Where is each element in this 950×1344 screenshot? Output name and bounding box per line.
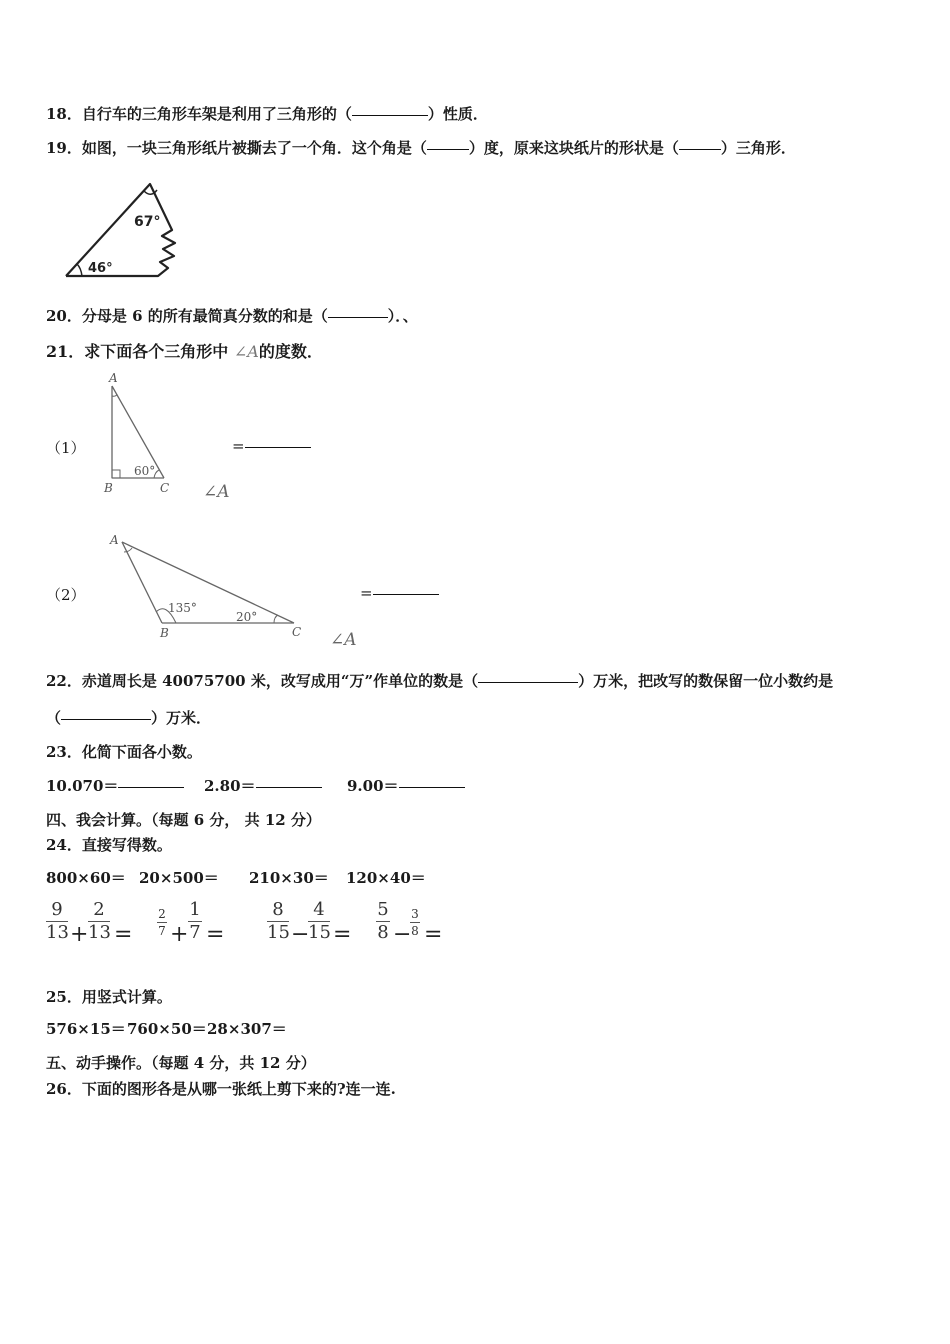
q22-line2-before: （ xyxy=(46,709,62,727)
q21-p2-eq: = xyxy=(360,584,373,602)
q22-line-1 xyxy=(46,670,833,691)
q24-frac-1b xyxy=(88,901,110,942)
q20-line xyxy=(46,305,418,326)
q21-p1-answer xyxy=(232,437,311,455)
q21-p2-answer xyxy=(360,584,439,602)
q23-title: 23．化简下面各小数。 xyxy=(46,743,202,761)
q23-blank-2[interactable] xyxy=(256,786,322,788)
q22-line-2 xyxy=(46,707,211,728)
q24-frac-3-op: − xyxy=(291,922,310,947)
q24-frac-3a-num: 8 xyxy=(272,899,284,920)
q21-p2-angle-a-label: ∠A xyxy=(330,630,357,650)
section4-title: 四、我会计算。（每题 6 分， 共 12 分） xyxy=(46,811,321,829)
q19-part1: 19．如图，一块三角形纸片被撕去了一个角．这个角是（ xyxy=(46,139,427,157)
q24-frac-2b-den: 7 xyxy=(189,922,201,943)
q19-part2: ）度，原来这块纸片的形状是（ xyxy=(468,139,679,157)
q23-blank-3[interactable] xyxy=(399,786,465,788)
q24-frac-2a xyxy=(157,908,167,937)
q18-line xyxy=(46,103,488,124)
q22-line1-before: 22．赤道周长是 40075700 米，改写成用“万”作单位的数是（ xyxy=(46,672,479,690)
q21-p1-triangle-figure xyxy=(100,368,190,498)
q22-blank-2[interactable] xyxy=(61,718,151,720)
q24-frac-2a-num: 2 xyxy=(158,907,166,921)
q21-p1-angle-label: 60° xyxy=(134,464,156,478)
q21-p1-vertex-a: A xyxy=(109,371,118,385)
q19-blank-1[interactable] xyxy=(427,148,469,150)
q21-p2-angle-b-label: 135° xyxy=(168,601,197,615)
q23-item-1-text: 10.070＝ xyxy=(46,777,119,795)
q19-torn-triangle-figure xyxy=(60,178,190,284)
q24-frac-3-eq: = xyxy=(333,922,352,947)
q24-frac-4b-num: 3 xyxy=(411,907,419,921)
q19-angle-bottom-label: 46° xyxy=(88,261,113,276)
q19-part3: ）三角形． xyxy=(720,139,796,157)
q24-frac-3a xyxy=(267,901,289,942)
q24-item-4: 120×40＝ xyxy=(346,869,426,887)
q24-frac-1a-den: 13 xyxy=(46,922,69,943)
q24-frac-4b xyxy=(410,908,420,937)
q21-text-before: 21．求下面各个三角形中 xyxy=(46,342,229,361)
q24-frac-1a xyxy=(46,901,68,942)
q24-frac-2-eq: = xyxy=(206,922,225,947)
q25-item-2: 760×50＝ xyxy=(127,1020,207,1038)
q24-frac-1-eq: = xyxy=(114,922,133,947)
q24-frac-1-op: + xyxy=(70,922,89,947)
q24-frac-2a-den: 7 xyxy=(158,924,166,938)
q24-title: 24．直接写得数。 xyxy=(46,836,172,854)
q23-item-3 xyxy=(347,775,465,796)
q18-text-before: 18．自行车的三角形车架是利用了三角形的（ xyxy=(46,105,352,123)
q21-p1-label: （1） xyxy=(46,439,86,457)
q24-frac-1b-den: 13 xyxy=(88,922,111,943)
q19-angle-top-label: 67° xyxy=(134,214,161,230)
section5-title: 五、动手操作。（每题 4 分，共 12 分） xyxy=(46,1054,316,1072)
q24-item-2: 20×500＝ xyxy=(139,869,219,887)
q25-item-1: 576×15＝ xyxy=(46,1020,126,1038)
q20-text-after: ）．、 xyxy=(387,307,418,325)
q24-frac-1b-num: 2 xyxy=(93,899,105,920)
q21-p1-blank[interactable] xyxy=(245,446,311,448)
q24-frac-3a-den: 15 xyxy=(267,922,290,943)
q21-p2-triangle-figure xyxy=(104,530,314,642)
q24-item-1: 800×60＝ xyxy=(46,869,126,887)
q21-angle-symbol: ∠A xyxy=(233,342,259,361)
q19-line xyxy=(46,137,796,158)
q24-frac-4a xyxy=(376,901,390,942)
q19-blank-2[interactable] xyxy=(679,148,721,150)
q23-blank-1[interactable] xyxy=(118,786,184,788)
q21-p2-label: （2） xyxy=(46,586,86,604)
q21-p1-eq: = xyxy=(232,437,245,455)
q24-frac-4a-den: 8 xyxy=(377,922,389,943)
q24-frac-1a-num: 9 xyxy=(51,899,63,920)
q21-p2-vertex-c: C xyxy=(292,625,302,639)
q21-line xyxy=(46,339,323,362)
q24-frac-2b-num: 1 xyxy=(189,899,201,920)
q26-title: 26．下面的图形各是从哪一张纸上剪下来的?连一连. xyxy=(46,1080,396,1098)
q22-line2-after: ）万米． xyxy=(151,709,212,727)
q21-p1-angle-a-label: ∠A xyxy=(203,482,230,502)
q24-frac-4-op: − xyxy=(393,922,412,947)
q24-frac-2-op: + xyxy=(170,922,189,947)
q24-frac-3b-den: 15 xyxy=(308,922,331,943)
q24-frac-3b xyxy=(308,901,330,942)
q21-p1-vertex-c: C xyxy=(160,481,170,495)
q25-title: 25．用竖式计算。 xyxy=(46,988,172,1006)
q24-frac-3b-num: 4 xyxy=(313,899,325,920)
q23-item-2 xyxy=(204,775,322,796)
q21-p2-angle-c-label: 20° xyxy=(236,610,258,624)
q21-p2-vertex-a: A xyxy=(110,533,119,547)
q24-frac-4-eq: = xyxy=(424,922,443,947)
q21-p2-vertex-b: B xyxy=(160,626,169,640)
q23-item-1 xyxy=(46,775,184,796)
q21-p2-blank[interactable] xyxy=(373,593,439,595)
q24-frac-4a-num: 5 xyxy=(377,899,389,920)
q24-frac-4b-den: 8 xyxy=(411,924,419,938)
q21-p1-vertex-b: B xyxy=(104,481,113,495)
q24-frac-2b xyxy=(188,901,202,942)
q18-blank[interactable] xyxy=(352,114,428,116)
q22-line1-after: ）万米，把改写的数保留一位小数约是 xyxy=(578,672,834,690)
q22-blank-1[interactable] xyxy=(478,681,578,683)
q21-text-after: 的度数． xyxy=(258,342,323,361)
q20-text-before: 20．分母是 6 的所有最简真分数的和是（ xyxy=(46,307,328,325)
q18-text-after: ）性质． xyxy=(427,105,488,123)
q23-item-3-text: 9.00＝ xyxy=(347,777,399,795)
q20-blank[interactable] xyxy=(328,316,388,318)
q24-item-3: 210×30＝ xyxy=(249,869,329,887)
q23-item-2-text: 2.80＝ xyxy=(204,777,256,795)
q25-item-3: 28×307＝ xyxy=(207,1020,287,1038)
